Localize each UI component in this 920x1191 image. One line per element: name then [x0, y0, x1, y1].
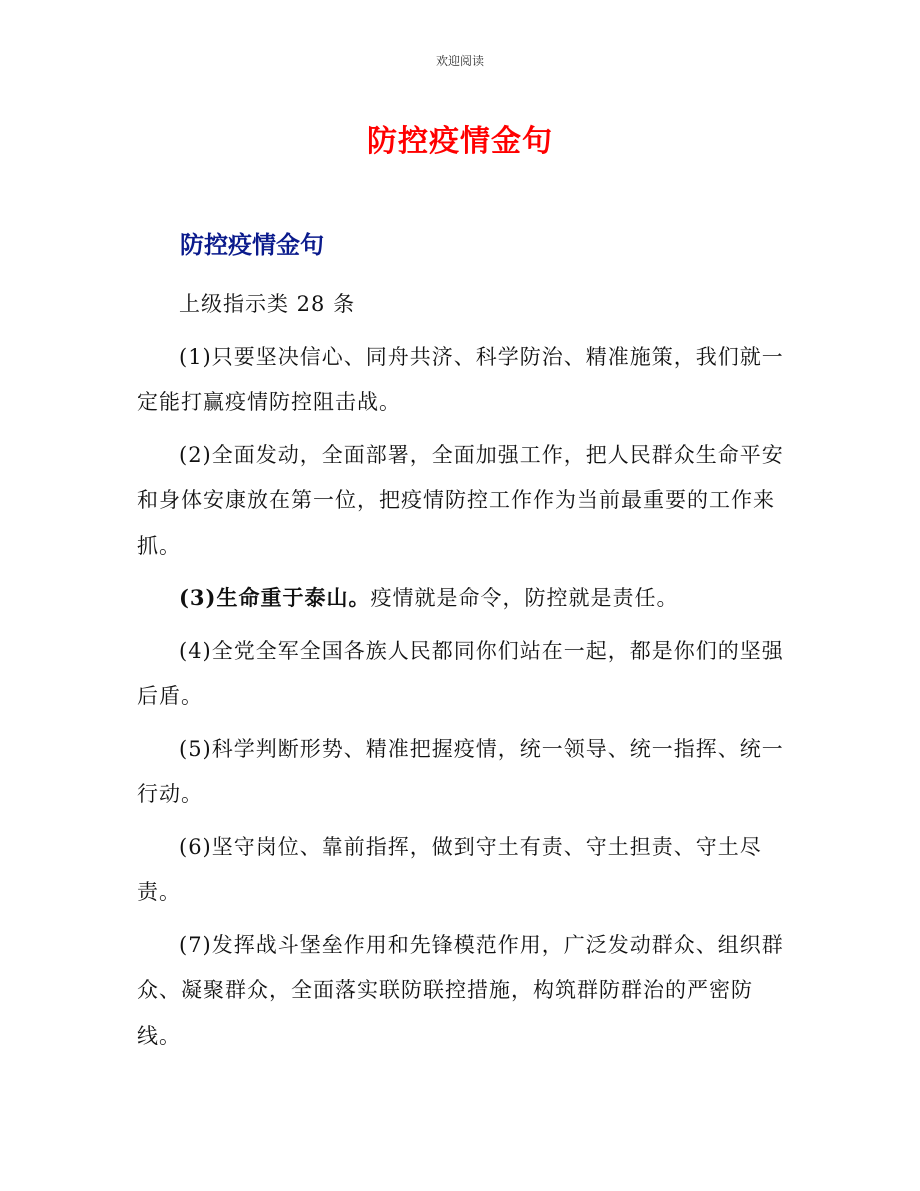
list-item-4: [137, 628, 787, 720]
list-item-5: [137, 726, 787, 818]
list-item-3-lead: (3)生命重于泰山。: [179, 585, 371, 610]
list-item-3-text: 疫情就是命令，防控就是责任。: [370, 586, 679, 610]
list-item-6: [137, 824, 787, 916]
list-item-1-text: (1)只要坚决信心、同舟共济、科学防治、精准施策，我们就一定能打赢疫情防控阻击战。: [137, 344, 784, 414]
list-item-6-text: (6)坚守岗位、靠前指挥，做到守土有责、守土担责、守土尽责。: [137, 834, 762, 904]
section-intro: 上级指示类 28 条: [179, 292, 356, 316]
page-title: 防控疫情金句: [367, 124, 553, 159]
header-note: 欢迎阅读: [435, 54, 484, 68]
list-item-3: [137, 575, 787, 622]
section-heading: 防控疫情金句: [180, 231, 324, 259]
list-item-7: [137, 922, 787, 1060]
list-item-7-text: (7)发挥战斗堡垒作用和先锋模范作用，广泛发动群众、组织群众、凝聚群众，全面落实联防联控措施，构筑群防群治的严密防线。: [137, 932, 784, 1048]
list-item-2: [137, 432, 787, 570]
document-body: [137, 282, 787, 1065]
list-item-5-text: (5)科学判断形势、精准把握疫情，统一领导、统一指挥、统一行动。: [137, 736, 784, 806]
list-item-2-text: (2)全面发动，全面部署，全面加强工作，把人民群众生命平安和身体安康放在第一位，把疫情防控工作作为当前最重要的工作来抓。: [137, 442, 784, 558]
list-item-1: [137, 334, 787, 426]
list-item-4-text: (4)全党全军全国各族人民都同你们站在一起，都是你们的坚强后盾。: [137, 638, 784, 708]
